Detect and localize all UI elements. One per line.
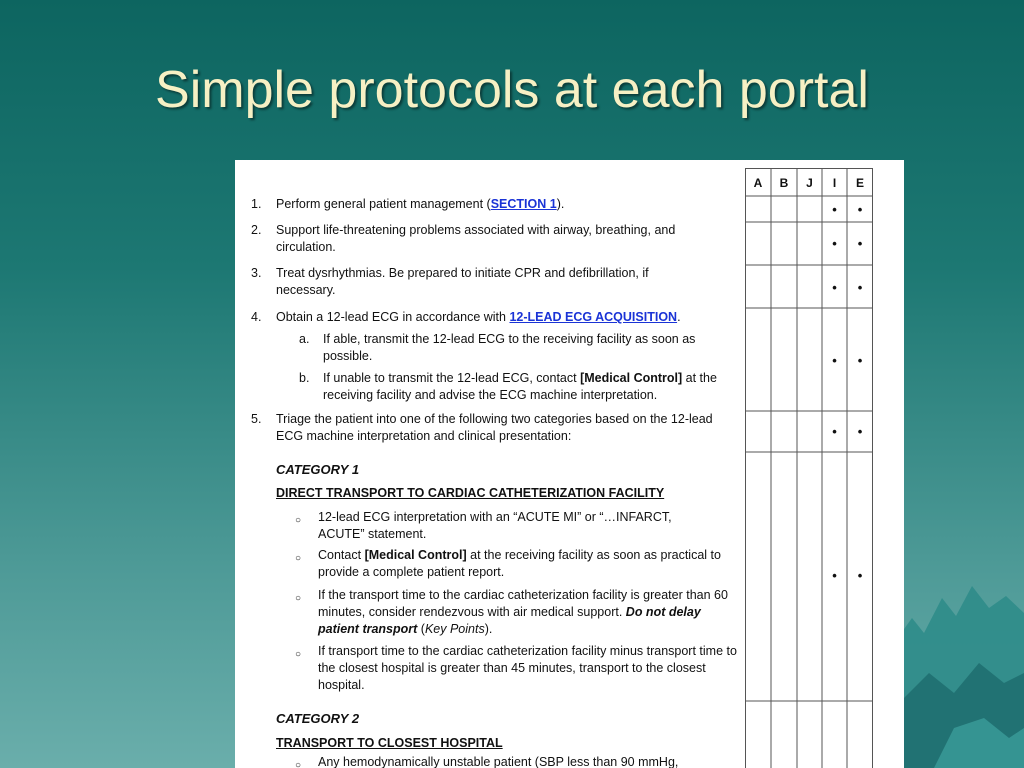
sub-item-a: If able, transmit the 12-lead ECG to the receiving facility as soon as possible. [323, 332, 696, 363]
list-item-4 [276, 309, 741, 326]
sub-item-label: a. [299, 332, 310, 346]
mark-row5-i: • [832, 424, 837, 439]
bullet-text: If the transport time to the cardiac catheterization facility is greater than 60 minutes, consider rendezvous with air medical support. [318, 588, 728, 619]
list-item-5: Triage the patient into one of the following two categories based on the 12-lead ECG machine interpretation and clinical presentation: [276, 412, 713, 443]
item-number: 4. [251, 310, 262, 324]
bullet-icon: ○ [295, 515, 302, 526]
bullet-icon: ○ [295, 760, 302, 768]
list-item-1 [276, 196, 736, 213]
medical-control-text: [Medical Control] [580, 371, 683, 385]
category-1-bullet: 12-lead ECG interpretation with an “ACUTE MI” or “…INFARCT, ACUTE” statement. [318, 510, 672, 541]
item-text-end: ). [556, 197, 565, 211]
item-number: 3. [251, 266, 262, 280]
ecg-acquisition-link[interactable]: 12-LEAD ECG ACQUISITION [509, 310, 678, 324]
category-1-bullet: If transport time to the cardiac catheterization facility minus transport time to the closest hospital is greater than 45 minutes, transport to the closest hospital. [318, 644, 737, 692]
category-1-title: CATEGORY 1 [276, 462, 360, 477]
medical-control-text: [Medical Control] [364, 548, 467, 562]
do-not-delay-text: Do not delay patient transport [318, 605, 701, 636]
mark-row2-e: • [857, 236, 863, 251]
slide-title: Simple protocols at each portal [155, 61, 869, 119]
protocol-document [235, 160, 904, 768]
category-2-heading: TRANSPORT TO CLOSEST HOSPITAL [276, 736, 503, 750]
item-number: 2. [251, 223, 262, 237]
category-2-title: CATEGORY 2 [276, 711, 360, 726]
list-item-3: Treat dysrhythmias. Be prepared to initiate CPR and defibrillation, if necessary. [276, 266, 649, 297]
mark-row3-e: • [857, 280, 863, 295]
item-number: 5. [251, 412, 262, 426]
category-1-bullet [318, 587, 738, 638]
sub-item-b [323, 370, 731, 404]
col-header-b: B [779, 176, 789, 190]
mark-row1-e: • [857, 202, 863, 217]
mark-row4-i: • [832, 353, 837, 368]
mountain-decoration [894, 578, 1024, 768]
item-text: Perform general patient management ( [276, 197, 491, 211]
item-number: 1. [251, 197, 262, 211]
sub-item-text-end: at the receiving facility and advise the ECG machine interpretation. [323, 371, 717, 402]
bullet-icon: ○ [295, 649, 302, 660]
item-text: Obtain a 12-lead ECG in accordance with [276, 310, 510, 324]
bullet-icon: ○ [295, 593, 302, 604]
bullet-text-mid: ( [417, 622, 425, 636]
section-1-link[interactable]: SECTION 1 [490, 197, 557, 211]
bullet-text-end: at the receiving facility as soon as practical to provide a complete patient report. [318, 548, 721, 579]
sub-item-text: If unable to transmit the 12-lead ECG, contact [323, 371, 581, 385]
mark-row6-i: • [832, 568, 837, 583]
col-header-a: A [753, 176, 763, 190]
mark-row3-i: • [832, 280, 837, 295]
mark-row6-e: • [857, 568, 863, 583]
col-header-e: E [855, 176, 865, 190]
category-1-heading: DIRECT TRANSPORT TO CARDIAC CATHETERIZATION FACILITY [276, 486, 665, 500]
mark-row2-i: • [832, 236, 837, 251]
list-item-2: Support life-threatening problems associated with airway, breathing, and circulation. [276, 223, 676, 254]
key-points-text: Key Points [424, 622, 485, 636]
bullet-text: Contact [318, 548, 365, 562]
bullet-icon: ○ [295, 553, 302, 564]
category-2-bullet: Any hemodynamically unstable patient (SBP less than 90 mmHg, [318, 755, 679, 768]
certification-level-table [745, 168, 873, 768]
mark-row4-e: • [857, 353, 863, 368]
mark-row5-e: • [857, 424, 863, 439]
col-header-i: I [832, 176, 837, 190]
col-header-j: J [806, 176, 813, 190]
bullet-text-end: ). [484, 622, 493, 636]
sub-item-label: b. [299, 371, 310, 385]
mark-row1-i: • [832, 202, 837, 217]
category-1-bullet [318, 547, 743, 581]
item-text-end: . [677, 310, 681, 324]
